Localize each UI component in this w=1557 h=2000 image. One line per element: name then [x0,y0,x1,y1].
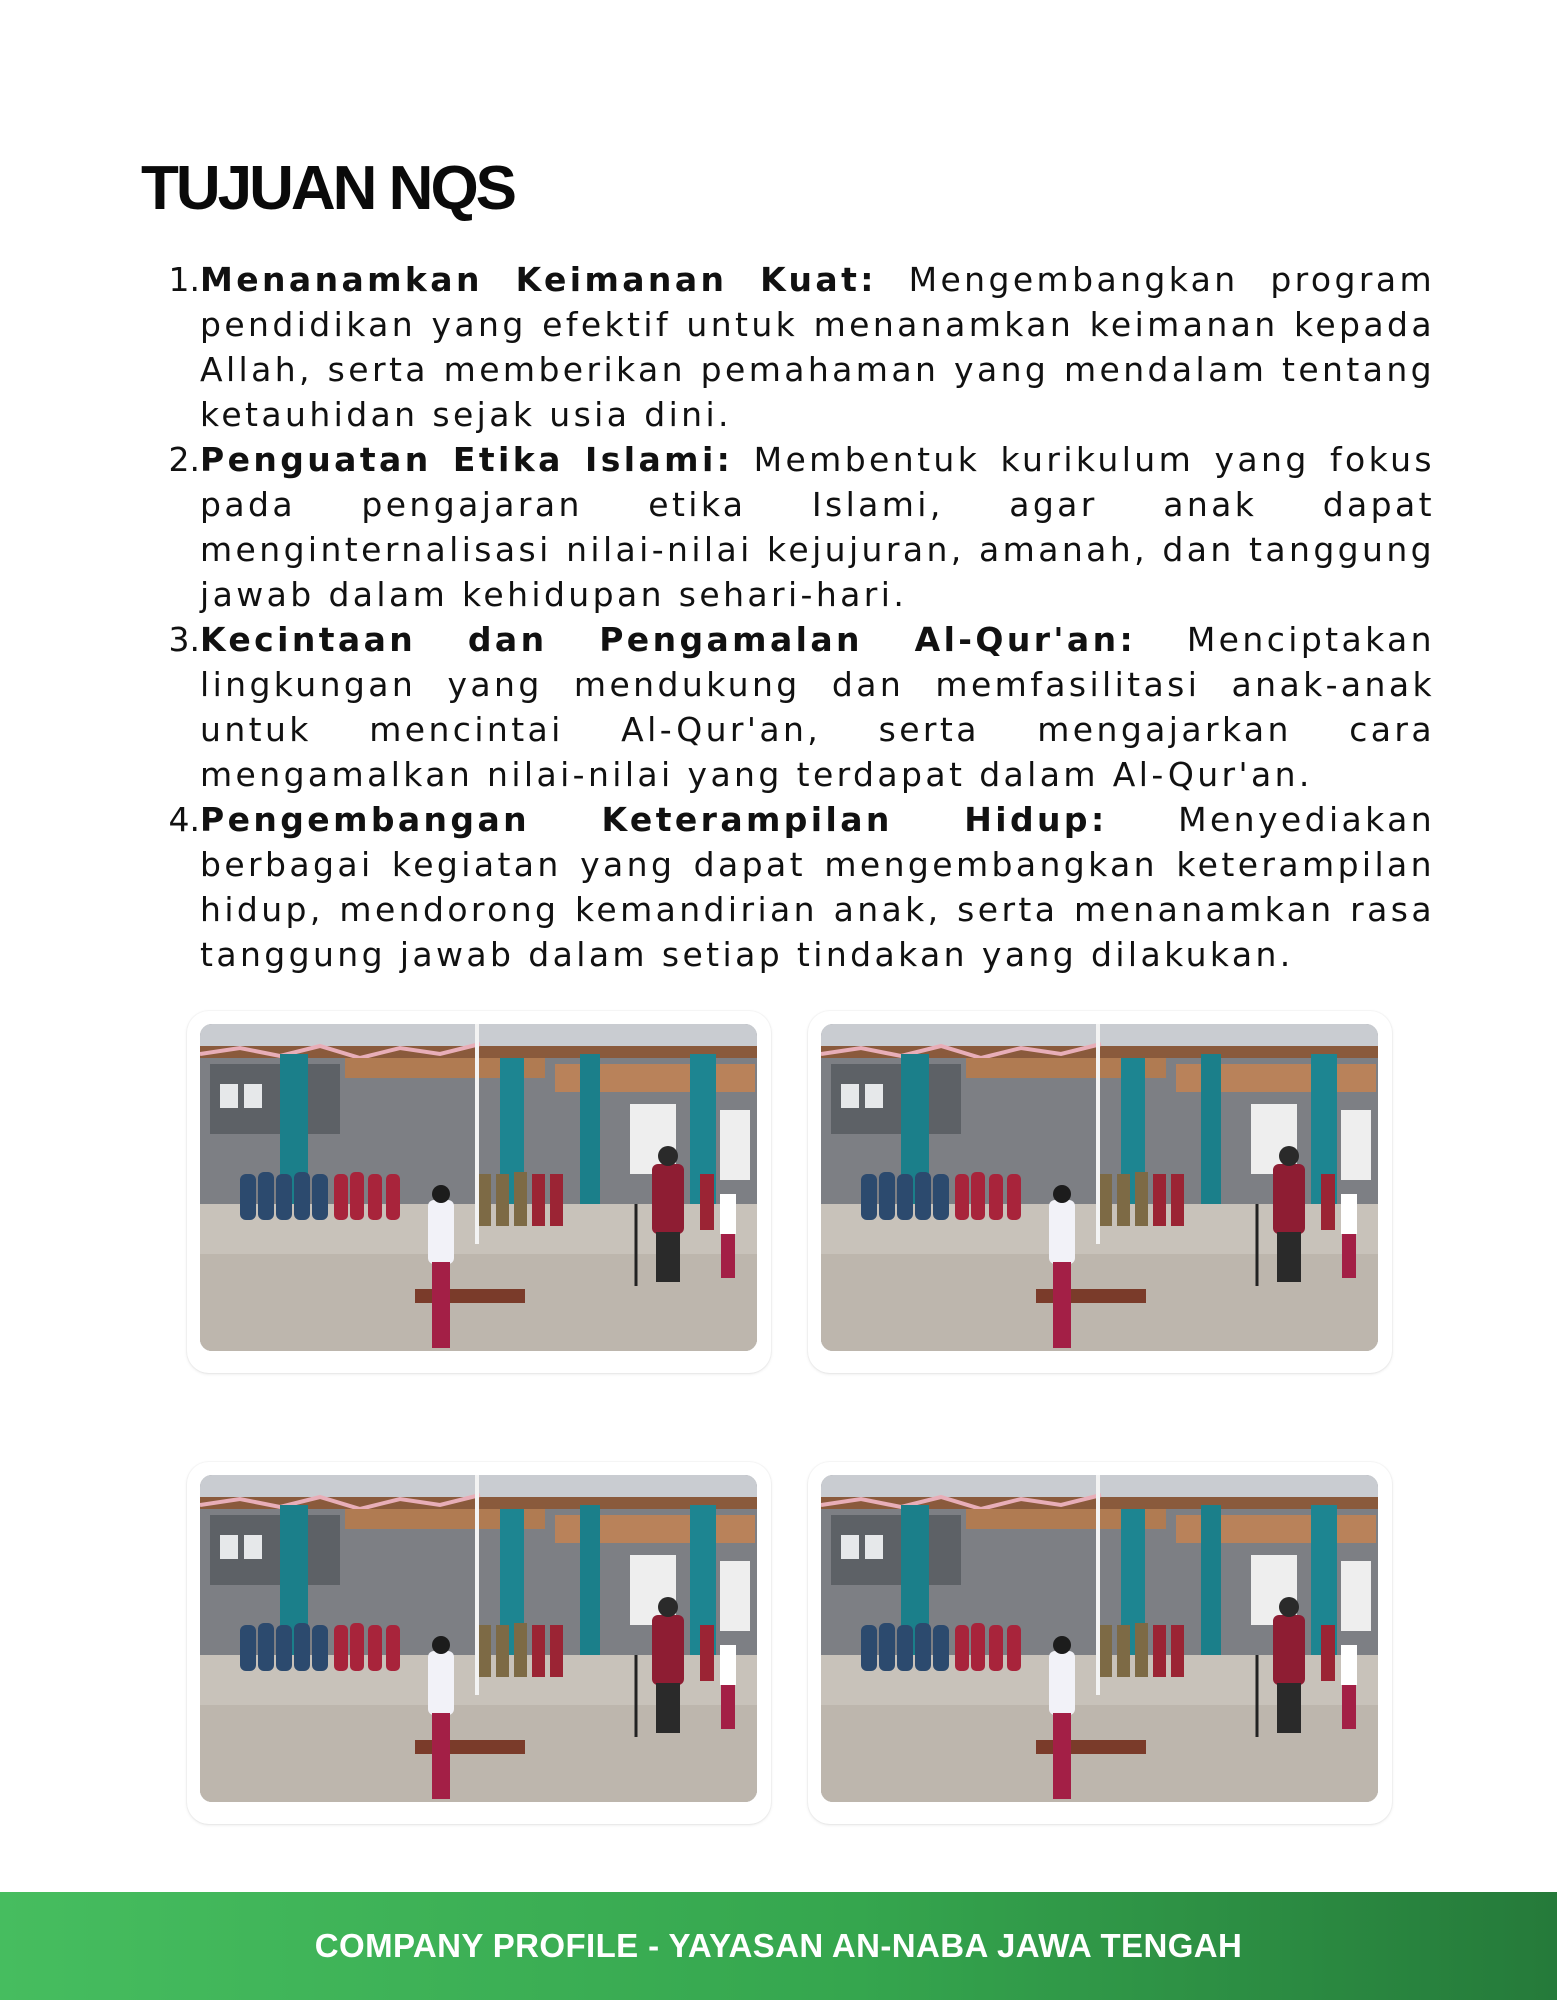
ceremony-photo-art [200,1475,757,1802]
photo-card-4 [808,1462,1392,1824]
footer-bar [0,1892,1557,2000]
ceremony-photo [821,1024,1378,1351]
goal-text: Mengembangkan program pendidikan yang efektif untuk menanamkan keimanan kepada Allah, serta memberikan pemahaman yang mendalam tentang ketauhidan sejak usia dini. [200,260,1436,434]
photo-card-2 [808,1011,1392,1373]
page-title: TUJUAN NQS [141,154,515,223]
footer-text: COMPANY PROFILE - YAYASAN AN-NABA JAWA TENGAH [314,1927,1243,1964]
goal-title: Menanamkan Keimanan Kuat: [200,260,877,299]
goal-number: 2. [168,440,200,479]
goal-body [200,437,1435,617]
goal-body [200,257,1435,437]
goal-text: Menciptakan lingkungan yang mendukung dan memfasilitasi anak-anak untuk mencintai Al-Qur'an, serta mengajarkan cara mengamalkan nilai-nilai yang terdapat dalam Al-Qur'an. [200,620,1435,794]
goal-number: 4. [168,800,200,839]
photo-card-3 [187,1462,771,1824]
ceremony-photo [200,1475,757,1802]
photo-card-1 [187,1011,771,1373]
goal-title: Kecintaan dan Pengamalan Al-Qur'an: [200,620,1137,659]
goal-title: Pengembangan Keterampilan Hidup: [200,800,1108,839]
goal-text: Membentuk kurikulum yang fokus pada pengajaran etika Islami, agar anak dapat menginternalisasi nilai-nilai kejujuran, amanah, dan tanggung jawab dalam kehidupan sehari-hari. [200,440,1436,614]
ceremony-photo-art [200,1024,757,1351]
ceremony-photo [821,1475,1378,1802]
goal-body [200,797,1435,977]
ceremony-photo-art [821,1475,1378,1802]
goal-text: Menyediakan berbagai kegiatan yang dapat mengembangkan keterampilan hidup, mendorong kemandirian anak, serta menanamkan rasa tanggung jawab dalam setiap tindakan yang dilakukan. [200,800,1436,974]
goal-item-4 [141,797,1435,977]
ceremony-photo [200,1024,757,1351]
goal-item-3 [141,617,1435,797]
goal-list [141,257,1435,977]
goal-body [200,617,1435,797]
goal-item-2 [141,437,1435,617]
ceremony-photo-art [821,1024,1378,1351]
goal-title: Penguatan Etika Islami: [200,440,734,479]
goal-number: 3. [168,620,200,659]
goal-number: 1. [168,260,200,299]
goal-item-1 [141,257,1435,437]
